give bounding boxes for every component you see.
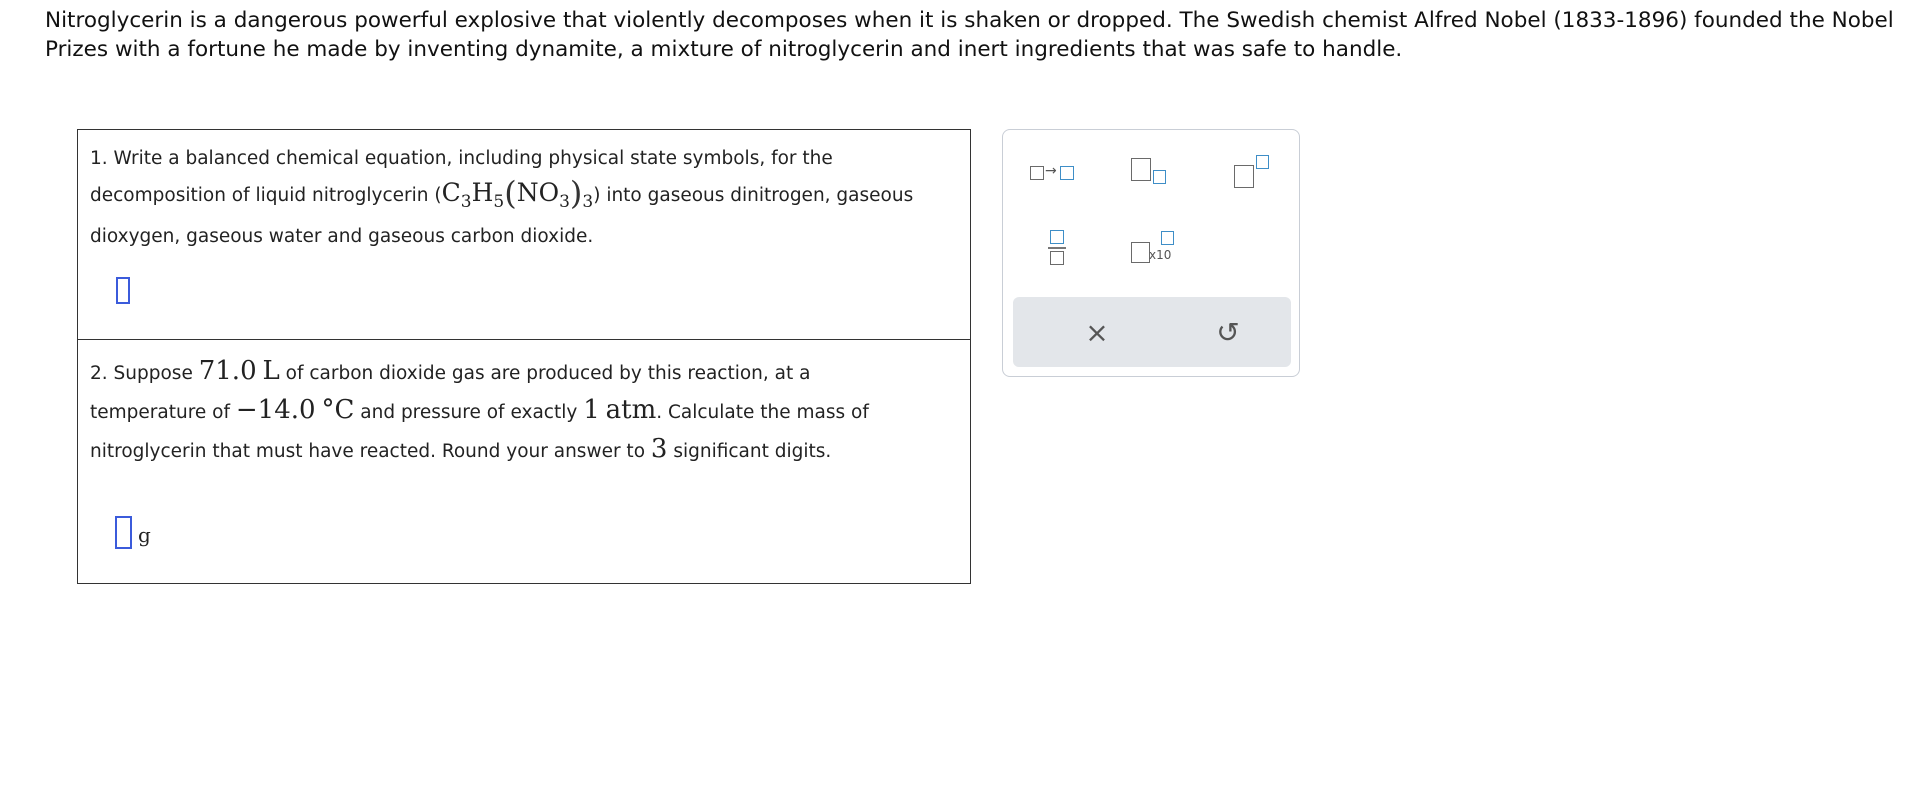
subscript-icon[interactable] — [1119, 153, 1179, 193]
superscript-icon[interactable] — [1222, 153, 1282, 193]
q1-line-1: 1. Write a balanced chemical equation, including physical state symbols, for the — [90, 148, 833, 169]
math-palette — [1002, 129, 1300, 377]
reaction-arrow-icon[interactable]: → — [1024, 153, 1084, 193]
q2-line-2: temperature of −14.0 °C and pressure of exactly 1 atm. Calculate the mass of — [90, 395, 869, 425]
q1-answer-input[interactable] — [116, 277, 130, 304]
question-panel — [77, 129, 971, 584]
palette-action-tray — [1013, 297, 1291, 367]
q1-line-2: decomposition of liquid nitroglycerin $(C_3H_5(NO_3)_3)$ into gaseous dinitrogen, gaseous — [90, 174, 914, 212]
scientific-notation-icon[interactable]: x10 — [1119, 228, 1179, 268]
clear-icon[interactable]: × — [1085, 315, 1109, 349]
undo-icon[interactable]: ↺ — [1216, 315, 1240, 349]
question-1 — [78, 130, 970, 340]
q2-line-1: 2. Suppose 71.0 L of carbon dioxide gas are produced by this reaction, at a — [90, 356, 811, 386]
nitroglycerin-formula: $C_3H_5(NO_3)_3$ — [441, 174, 594, 212]
fraction-icon[interactable] — [1027, 228, 1087, 268]
q2-unit-label: g — [138, 523, 151, 547]
q2-line-3: nitroglycerin that must have reacted. Round your answer to 3 significant digits. — [90, 434, 832, 464]
q1-line-3: dioxygen, gaseous water and gaseous carbon dioxide. — [90, 226, 594, 247]
q2-answer-input[interactable] — [115, 516, 132, 549]
problem-intro: Nitroglycerin is a dangerous powerful explosive that violently decomposes when it is shaken or dropped. The Swedish chemist Alfred Nobel (1833-1896) founded the Nobel Prizes with a fortune he made by inventing dynamite, a mixture of nitroglycerin and inert ingredients that was safe to handle. — [45, 8, 1894, 62]
question-2 — [78, 340, 970, 584]
